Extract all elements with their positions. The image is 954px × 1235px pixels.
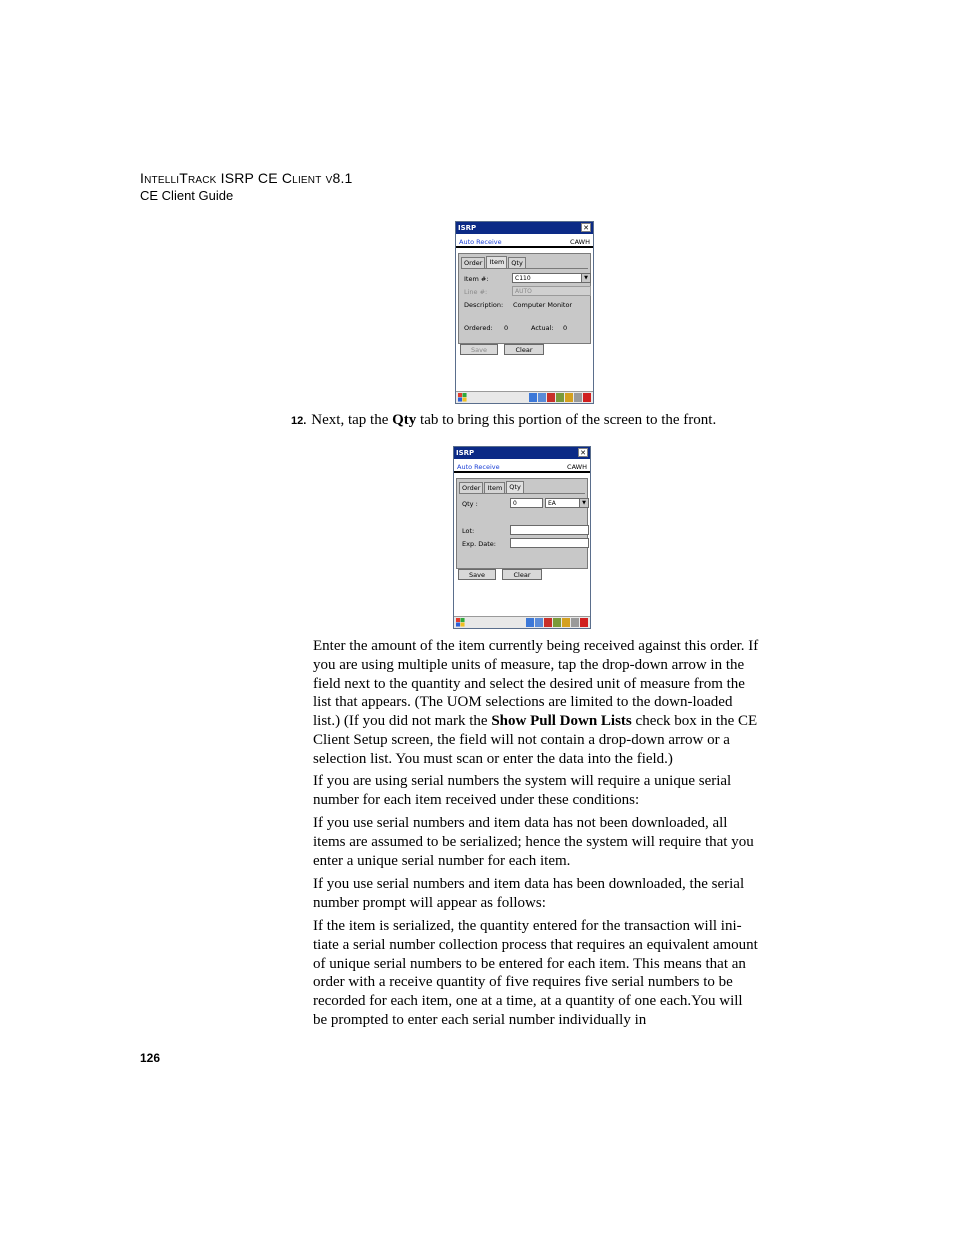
system-tray	[526, 618, 588, 627]
paragraph-serial-downloaded: If you use serial numbers and item data has been downloaded, the serial number prompt will appear as follows:	[313, 876, 745, 911]
qty-value: 0	[513, 500, 517, 507]
item-select[interactable]	[512, 273, 591, 283]
sync-icon[interactable]	[535, 618, 543, 627]
app-name: Auto Receive	[459, 238, 502, 246]
help-icon[interactable]	[571, 618, 579, 627]
ordered-label: Ordered:	[464, 324, 493, 332]
close-icon[interactable]: ✕	[581, 223, 591, 232]
p1-bold: Show Pull Down Lists	[491, 713, 632, 730]
window-title: ISRP	[458, 224, 477, 232]
tab-order[interactable]: Order	[461, 257, 485, 268]
app-icon[interactable]	[544, 618, 552, 627]
tab-item[interactable]: Item	[484, 482, 505, 493]
screenshot-qty-tab	[453, 446, 591, 629]
uom-value: EA	[548, 500, 556, 507]
warehouse-code: CAWH	[570, 238, 590, 246]
windows-start-icon[interactable]	[456, 618, 465, 627]
paragraph-serialized-item: If the item is serialized, the quantity entered for the transaction will ini-tiate a serial number collection process that requires an equivalent amount of unique serial numbers to be entered for each item. This means that an order with a receive quantity of five requires five serial numbers to be recorded for each item, one at a time, at a quantity of one each.You will be prompted to enter each serial number individually in	[313, 918, 758, 1028]
step-text-after: tab to bring this portion of the screen to the front.	[416, 412, 717, 428]
item-value: C110	[515, 275, 531, 282]
description-label: Description:	[464, 301, 504, 309]
system-tray	[529, 393, 591, 402]
running-header-subtitle: CE Client Guide	[140, 188, 234, 203]
description-value: Computer Monitor	[513, 301, 573, 309]
tab-body	[459, 493, 585, 566]
lock-icon[interactable]	[562, 618, 570, 627]
taskbar	[454, 616, 590, 628]
uom-select[interactable]	[545, 498, 589, 508]
actual-label: Actual:	[531, 324, 554, 332]
app-bar	[456, 235, 593, 248]
tab-panel	[456, 478, 588, 569]
exp-date-input[interactable]	[510, 538, 589, 548]
tab-item[interactable]: Item	[486, 256, 507, 268]
save-button[interactable]: Save	[458, 569, 496, 580]
network-icon[interactable]	[529, 393, 537, 402]
save-button[interactable]: Save	[460, 344, 498, 355]
line-label: Line #:	[464, 288, 488, 296]
lot-label: Lot:	[462, 527, 475, 535]
exp-date-label: Exp. Date:	[462, 540, 496, 548]
network-icon[interactable]	[526, 618, 534, 627]
paragraph-serial-intro: If you are using serial numbers the system will require a unique serial number for each item received under these conditions:	[313, 773, 732, 808]
step-bold: Qty	[392, 412, 417, 428]
pen-icon[interactable]	[583, 393, 591, 402]
warehouse-code: CAWH	[567, 463, 587, 471]
ordered-value: 0	[504, 324, 509, 332]
qty-label: Qty :	[462, 500, 478, 508]
app-name: Auto Receive	[457, 463, 500, 471]
item-label: Item #:	[464, 275, 489, 283]
qty-input[interactable]	[510, 498, 543, 508]
clear-button[interactable]: Clear	[502, 569, 542, 580]
actual-value: 0	[563, 324, 568, 332]
tab-qty[interactable]: Qty	[508, 257, 526, 268]
lot-input[interactable]	[510, 525, 589, 535]
pen-icon[interactable]	[580, 618, 588, 627]
dropdown-arrow-icon[interactable]: ▼	[579, 499, 588, 507]
tab-body	[461, 268, 588, 341]
dropdown-arrow-icon[interactable]: ▼	[581, 274, 590, 282]
tab-order[interactable]: Order	[459, 482, 483, 493]
p1-text-after: check box in the CE Client Setup screen, the field will not contain a drop-down arrow or a selection list. You must scan or enter the data into the field.)	[313, 713, 758, 767]
tab-qty[interactable]: Qty	[506, 481, 524, 493]
line-value: AUTO	[515, 288, 532, 295]
screenshot-item-tab	[455, 221, 594, 404]
app-bar	[454, 460, 590, 473]
taskbar	[456, 391, 593, 403]
step-12	[291, 412, 716, 429]
paragraph-uom	[313, 637, 759, 769]
window-titlebar	[456, 222, 593, 234]
sync-icon[interactable]	[538, 393, 546, 402]
window-titlebar	[454, 447, 590, 459]
running-header-title: IntelliTrack ISRP CE Client v8.1	[140, 170, 353, 186]
clear-button[interactable]: Clear	[504, 344, 544, 355]
globe-icon[interactable]	[556, 393, 564, 402]
lock-icon[interactable]	[565, 393, 573, 402]
window-title: ISRP	[456, 449, 475, 457]
step-text-before: Next, tap the	[311, 412, 393, 428]
close-icon[interactable]: ✕	[578, 448, 588, 457]
step-number: 12.	[291, 415, 307, 427]
help-icon[interactable]	[574, 393, 582, 402]
p1-text-before: Enter the amount of the item currently being received against this order. If you are using multiple units of measure, tap the drop-down arrow in the field next to the quantity and select the desired unit of measure from the list that appears. (The UOM selections are limited to the down-loaded list.) (If you did not mark the	[313, 638, 759, 730]
app-icon[interactable]	[547, 393, 555, 402]
line-field	[512, 286, 591, 296]
globe-icon[interactable]	[553, 618, 561, 627]
paragraph-serial-not-downloaded: If you use serial numbers and item data has not been downloaded, all items are assumed to be serialized; hence the system will require that you enter a unique serial number for each item.	[313, 815, 754, 869]
tab-panel	[458, 253, 591, 344]
page-number: 126	[140, 1051, 161, 1065]
windows-start-icon[interactable]	[458, 393, 467, 402]
